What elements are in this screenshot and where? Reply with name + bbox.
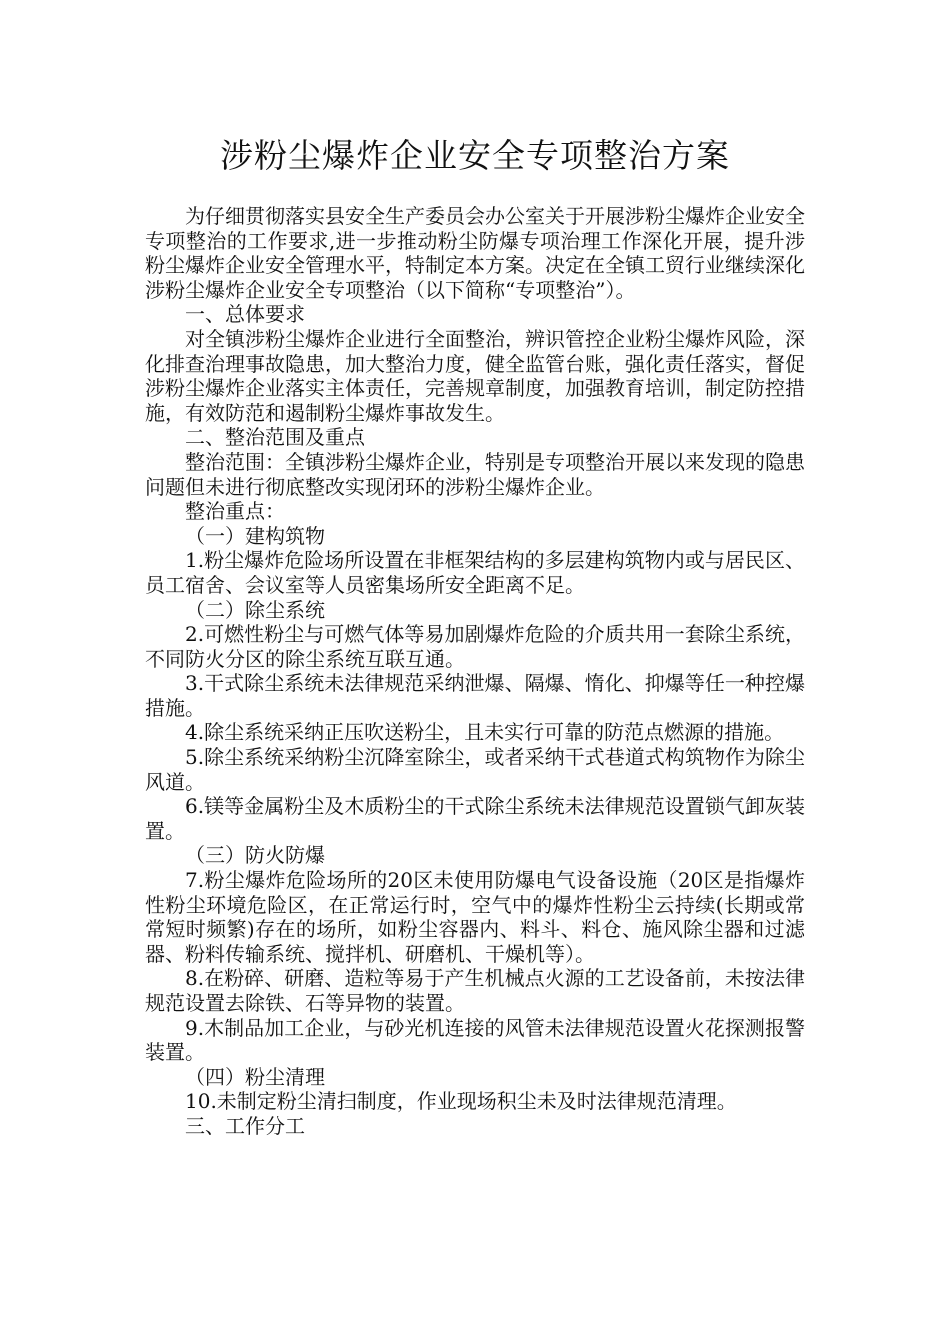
paragraph-intro: 为仔细贯彻落实县安全生产委员会办公室关于开展涉粉尘爆炸企业安全专项整治的工作要求,进一步推动粉尘防爆专项治理工作深化开展，提升涉粉尘爆炸企业安全管理水平，特制定本方案。决定在全镇工贸行业继续深化涉粉尘爆炸企业安全专项整治（以下简称“专项整治”）。 (145, 204, 805, 302)
list-item-1: 1.粉尘爆炸危险场所设置在非框架结构的多层建构筑物内或与居民区、员工宿舍、会议室等人员密集场所安全距离不足。 (145, 548, 805, 597)
paragraph-focus-label: 整治重点： (185, 499, 285, 524)
subheading-dust-cleaning: （四）粉尘清理 (185, 1064, 325, 1089)
paragraph-overall-requirements: 对全镇涉粉尘爆炸企业进行全面整治，辨识管控企业粉尘爆炸风险，深化排查治理事故隐患，加大整治力度，健全监管台账，强化责任落实，督促涉粉尘爆炸企业落实主体责任，完善规章制度，加强教育培训，制定防控措施，有效防范和遏制粉尘爆炸事故发生。 (145, 326, 805, 425)
heading-work-division: 三、工作分工 (185, 1113, 305, 1138)
subheading-buildings: （一）建构筑物 (185, 523, 325, 548)
list-item-9: 9.木制品加工企业，与砂光机连接的风管未法律规范设置火花探测报警装置。 (145, 1015, 805, 1065)
list-item-7: 7.粉尘爆炸危险场所的20区未使用防爆电气设备设施（20区是指爆炸性粉尘环境危险区，在正常运行时，空气中的爆炸性粉尘云持续(长期或常常短时频繁)存在的场所，如粉尘容器内、料斗、料仓、施风除尘器和过滤器、粉料传输系统、搅拌机、研磨机、干燥机等）。 (145, 868, 805, 966)
list-item-4: 4.除尘系统采纳正压吹送粉尘，且未实行可靠的防范点燃源的措施。 (185, 720, 785, 745)
list-item-2: 2.可燃性粉尘与可燃气体等易加剧爆炸危险的介质共用一套除尘系统，不同防火分区的除尘系统互联互通。 (145, 622, 805, 671)
paragraph-scope: 整治范围：全镇涉粉尘爆炸企业，特别是专项整治开展以来发现的隐患问题但未进行彻底整改实现闭环的涉粉尘爆炸企业。 (145, 449, 805, 499)
heading-scope-and-focus: 二、整治范围及重点 (185, 425, 365, 450)
document-title: 涉粉尘爆炸企业安全专项整治方案 (220, 136, 730, 175)
document-body (145, 204, 805, 1139)
subheading-dust-removal: （二）除尘系统 (185, 597, 325, 622)
heading-overall-requirements: 一、总体要求 (185, 302, 305, 327)
subheading-fire-explosion: （三）防火防爆 (185, 843, 325, 868)
list-item-5: 5.除尘系统采纳粉尘沉降室除尘，或者采纳干式巷道式构筑物作为除尘风道。 (145, 745, 805, 794)
list-item-8: 8.在粉碎、研磨、造粒等易于产生机械点火源的工艺设备前，未按法律规范设置去除铁、石等异物的装置。 (145, 966, 805, 1015)
document-page (145, 120, 805, 1139)
list-item-10: 10.未制定粉尘清扫制度，作业现场积尘未及时法律规范清理。 (185, 1089, 737, 1114)
list-item-6: 6.镁等金属粉尘及木质粉尘的干式除尘系统未法律规范设置锁气卸灰装置。 (145, 794, 805, 843)
list-item-3: 3.干式除尘系统未法律规范采纳泄爆、隔爆、惰化、抑爆等任一种控爆措施。 (145, 671, 805, 720)
